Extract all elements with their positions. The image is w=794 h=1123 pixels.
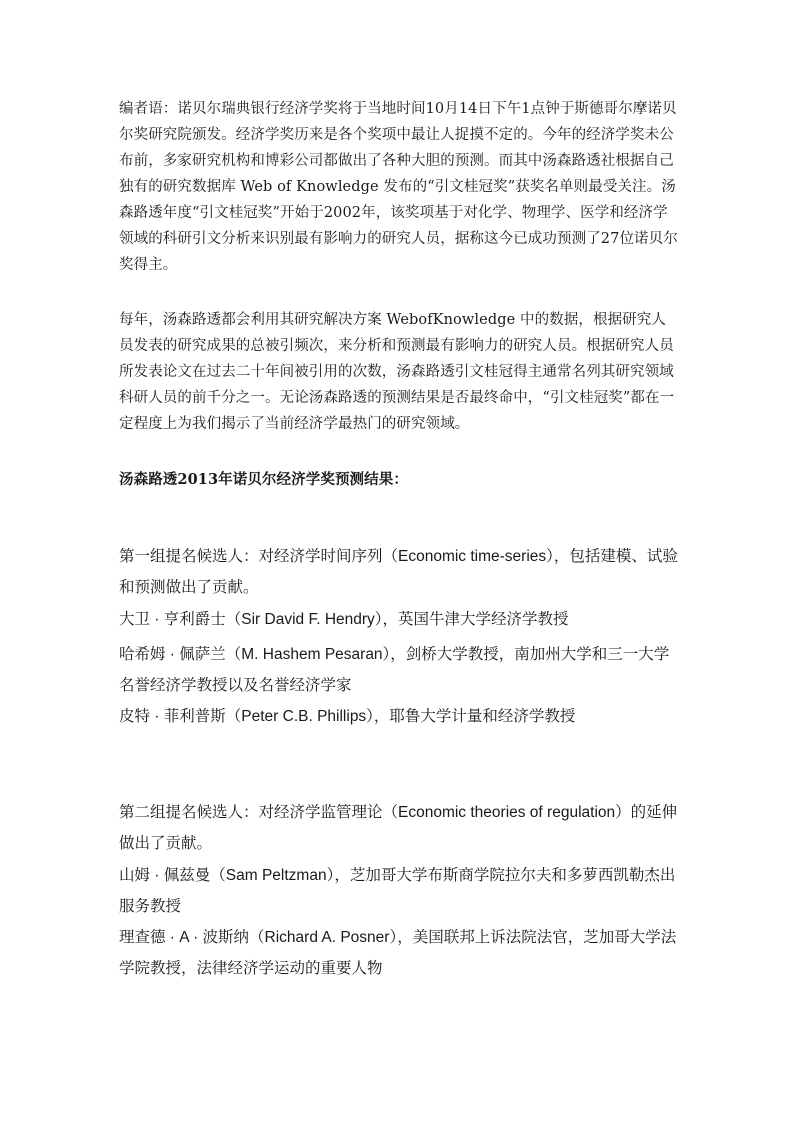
- candidate-item: 山姆 · 佩兹曼（Sam Peltzman），芝加哥大学布斯商学院拉尔夫和多萝西凯勒杰出服务教授: [119, 867, 676, 915]
- group1-candidate-list: [119, 604, 679, 732]
- group2-title: 第二组提名候选人：对经济学监管理论（Economic theories of regulation）的延伸做出了贡献。: [119, 804, 678, 852]
- group1-title: 第一组提名候选人：对经济学时间序列（Economic time-series），包括建模、试验和预测做出了贡献。: [119, 548, 678, 596]
- section-heading: 汤森路透2013年诺贝尔经济学奖预测结果：: [119, 471, 408, 488]
- intro-paragraph: 每年，汤森路透都会利用其研究解决方案 WebofKnowledge 中的数据，根据研究人员发表的研究成果的总被引频次，来分析和预测最有影响力的研究人员。根据研究人员所发表论文在过去二十年间被引用的次数，汤森路透引文桂冠得主通常名列其研究领域科研人员的前千分之一。无论汤森路透的预测结果是否最终命中，“引文桂冠奖”都在一定程度上为我们揭示了当前经济学最热门的研究领域。: [119, 312, 675, 432]
- candidate-item: 大卫 · 亨利爵士（Sir David F. Hendry），英国牛津大学经济学教授: [119, 611, 569, 628]
- group2-candidate-list: [119, 860, 679, 984]
- candidate-item: 哈希姆 · 佩萨兰（M. Hashem Pesaran），剑桥大学教授，南加州大学和三一大学名誉经济学教授以及名誉经济学家: [119, 646, 670, 694]
- editor-note-paragraph: 编者语：诺贝尔瑞典银行经济学奖将于当地时间10月14日下午1点钟于斯德哥尔摩诺贝尔奖研究院颁发。经济学奖历来是各个奖项中最让人捉摸不定的。今年的经济学奖未公布前，多家研究机构和博彩公司都做出了各种大胆的预测。而其中汤森路透社根据自己独有的研究数据库 Web of Knowledge 发布的“引文桂冠奖”获奖名单则最受关注。汤森路透年度“引文桂冠奖”开始于2002年，该奖项基于对化学、物理学、医学和经济学领域的科研引文分析来识别最有影响力的研究人员，据称这今已成功预测了27位诺贝尔奖得主。: [119, 101, 678, 273]
- candidate-item: 理查德 · A · 波斯纳（Richard A. Posner），美国联邦上诉法院法官，芝加哥大学法学院教授，法律经济学运动的重要人物: [119, 929, 677, 977]
- candidate-item: 皮特 · 菲利普斯（Peter C.B. Phillips），耶鲁大学计量和经济学教授: [119, 708, 576, 725]
